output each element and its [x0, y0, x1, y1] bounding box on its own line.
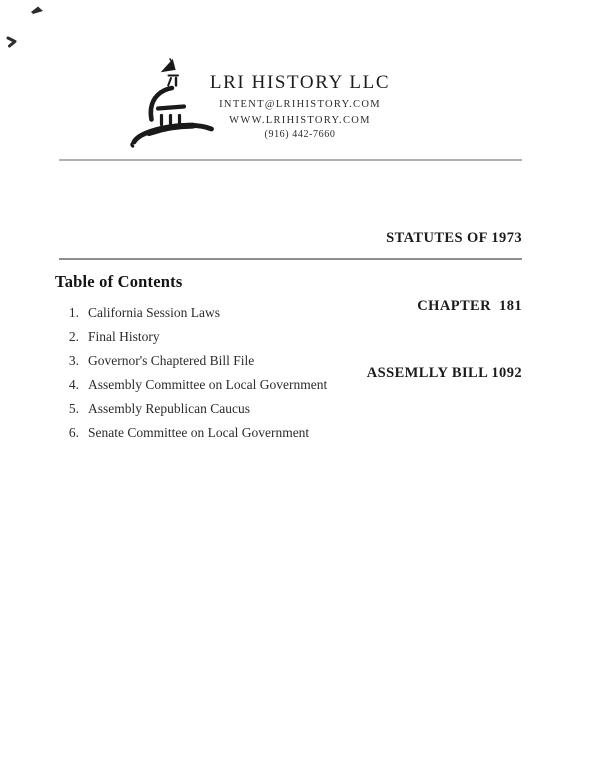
- item-label: Final History: [88, 329, 160, 344]
- list-item: [55, 329, 475, 344]
- phone-text: (916) 442-7660: [264, 129, 336, 140]
- email-text: INTENT@LRIHISTORY.COM: [219, 99, 381, 110]
- page-title: Table of Contents: [55, 272, 183, 291]
- item-label: Governor's Chaptered Bill File: [88, 353, 255, 368]
- list-item: [55, 305, 475, 320]
- scan-artifact-marks: [0, 0, 60, 60]
- item-number: 6.: [68, 425, 79, 440]
- assembly-bill-line: ASSEMLLY BILL 1092: [366, 365, 522, 381]
- divider-bottom: [59, 258, 522, 260]
- item-label: Senate Committee on Local Government: [88, 425, 310, 440]
- chapter-line: CHAPTER 181: [417, 297, 522, 314]
- item-label: California Session Laws: [88, 305, 220, 320]
- letterhead: [0, 72, 600, 140]
- item-number: 2.: [68, 329, 79, 344]
- item-number: 3.: [68, 353, 79, 368]
- list-item: [55, 353, 475, 368]
- item-label: Assembly Committee on Local Government: [88, 377, 328, 392]
- statutes-line: STATUTES OF 1973: [386, 230, 522, 246]
- item-number: 5.: [68, 401, 79, 416]
- item-number: 1.: [68, 305, 79, 320]
- item-number: 4.: [68, 377, 79, 392]
- website-text: WWW.LRIHISTORY.COM: [229, 115, 371, 126]
- list-item: [55, 401, 475, 416]
- divider-top: [59, 159, 522, 161]
- toc-list: [55, 305, 475, 449]
- list-item: [55, 425, 475, 440]
- list-item: [55, 377, 475, 392]
- company-name: LRI HISTORY LLC: [209, 72, 391, 93]
- item-label: Assembly Republican Caucus: [88, 401, 250, 416]
